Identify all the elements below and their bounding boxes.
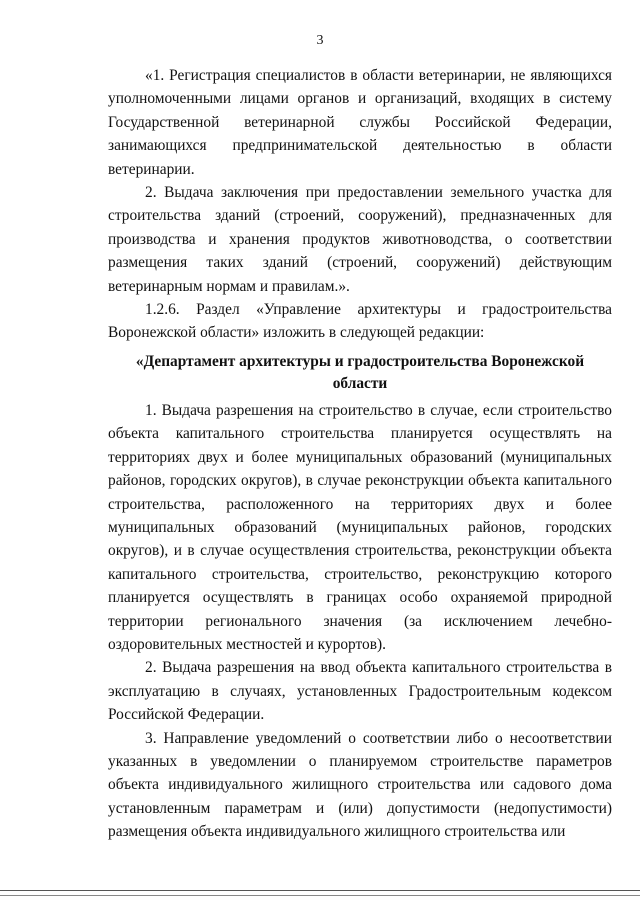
paragraph-vet-registration: «1. Регистрация специалистов в области ветеринарии, не являющихся уполномоченными лицами органов и организаций, входящих в систему Государственной ветеринарной службы Российской Федерации, занимающихся предпринимательской деятельностью в области ветеринарии. bbox=[108, 67, 612, 178]
paragraph-commissioning-permit: 2. Выдача разрешения на ввод объекта капитального строительства в эксплуатацию в случаях, установленных Градостроительным кодексом Российской Федерации. bbox=[108, 659, 612, 724]
paragraph-notifications: 3. Направление уведомлений о соответствии либо о несоответствии указанных в уведомлении о планируемом строительстве параметров объекта индивидуального жилищного строительства или садового дома установленным параметрам и (или) допустимости (недопустимости) размещения объекта индивидуального жилищного строительства или bbox=[108, 729, 612, 841]
document-body bbox=[108, 64, 612, 844]
paragraph-building-permit: 1. Выдача разрешения на строительство в случае, если строительство объекта капитального строительства планируется осуществлять на территориях двух и более муниципальных образований (муниципальных районов, городских округов), в случае реконструкции объекта капитального строительства, расположенного на территориях двух и более муниципальных образований (муниципальных районов, городских округов), и в случае осуществления строительства, реконструкции объекта капитального строительства, строительство, реконструкцию которого планируется осуществлять в границах особо охраняемой природной территории регионального значения (за исключением лечебно-оздоровительных местностей и курортов). bbox=[108, 401, 612, 653]
section-heading: «Департамент архитектуры и градостроительства Воронежской области bbox=[135, 352, 585, 392]
paragraph-section-126: 1.2.6. Раздел «Управление архитектуры и градостроительства Воронежской области» изложить в следующей редакции: bbox=[108, 301, 612, 342]
page-number: 3 bbox=[316, 33, 324, 48]
scan-edge-line bbox=[0, 895, 640, 896]
scan-edge-line bbox=[0, 890, 640, 891]
paragraph-land-conclusion: 2. Выдача заключения при предоставлении земельного участка для строительства зданий (строений, сооружений), предназначенных для производства и хранения продуктов животноводства, о соответствии размещения таких зданий (строений, сооружений) действующим ветеринарным нормам и правилам.». bbox=[108, 184, 612, 295]
